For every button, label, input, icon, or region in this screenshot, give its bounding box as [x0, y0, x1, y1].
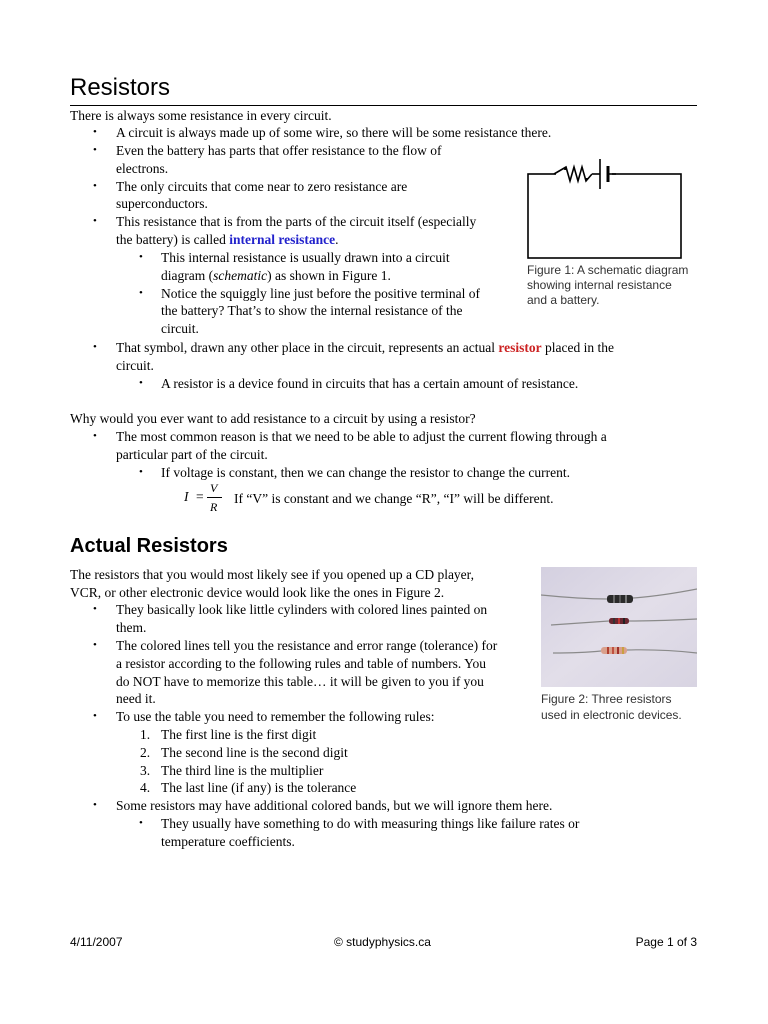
sub-bullet-text: If voltage is constant, then we can change the resistor to change the current.: [161, 465, 570, 480]
question-text: Why would you ever want to add resistance to a circuit by using a resistor?: [70, 411, 476, 426]
resistor-term: resistor: [498, 340, 542, 355]
rule-number: 4.: [140, 780, 151, 795]
bullet-text: [116, 339, 614, 357]
schematic-diagram: [526, 154, 686, 260]
rule-text: The second line is the second digit: [161, 745, 348, 760]
bullet-text: Some resistors may have additional colored bands, but we will ignore them here.: [116, 798, 553, 813]
text-run: .: [335, 232, 339, 247]
bullet: •: [93, 215, 97, 227]
paragraph-text: VCR, or other electronic device would look like the ones in Figure 2.: [70, 585, 445, 600]
section-heading: Actual Resistors: [70, 535, 228, 557]
bullet-text: The most common reason is that we need to be able to adjust the current flowing through a: [116, 429, 607, 444]
bullet-text: A circuit is always made up of some wire, so there will be some resistance there.: [116, 125, 552, 140]
paragraph-text: The resistors that you would most likely see if you opened up a CD player,: [70, 567, 475, 582]
bullet-text: a resistor according to the following rules and table of numbers. You: [116, 656, 487, 671]
formula-lhs: I: [184, 489, 189, 504]
bullet: •: [93, 639, 97, 651]
sub-bullet: •: [139, 287, 143, 299]
sub-bullet-text: Notice the squiggly line just before the positive terminal of: [161, 286, 481, 301]
formula-explanation: If “V” is constant and we change “R”, “I” will be different.: [234, 491, 554, 506]
rule-number: 1.: [140, 727, 151, 742]
bullet-text: do NOT have to memorize this table… it will be given to you if you: [116, 674, 484, 689]
figure1-caption-line: and a battery.: [527, 293, 600, 307]
sub-bullet: •: [139, 251, 143, 263]
rule-text: The first line is the first digit: [161, 727, 317, 742]
rule-number: 2.: [140, 745, 151, 760]
bullet-text: them.: [116, 620, 147, 635]
sub-bullet-text: temperature coefficients.: [161, 834, 295, 849]
bullet: •: [93, 430, 97, 442]
bullet-text: They basically look like little cylinders with colored lines painted on: [116, 602, 488, 617]
formula-denominator: R: [210, 500, 218, 514]
bullet-text: The colored lines tell you the resistance and error range (tolerance) for: [116, 638, 498, 653]
formula-numerator: V: [210, 481, 218, 495]
text-run: That symbol, drawn any other place in the circuit, represents an actual: [116, 340, 499, 355]
bullet-text: particular part of the circuit.: [116, 447, 268, 462]
footer-page-number: Page 1 of 3: [635, 935, 697, 949]
bullet: •: [93, 799, 97, 811]
bullet-text: The only circuits that come near to zero resistance are: [116, 179, 408, 194]
figure1-caption-line: Figure 1: A schematic diagram: [527, 263, 689, 277]
rule-text: The last line (if any) is the tolerance: [161, 780, 357, 795]
bullet-text: To use the table you need to remember the following rules:: [116, 709, 435, 724]
sub-bullet-text: They usually have something to do with measuring things like failure rates or: [161, 816, 580, 831]
bullet-text: circuit.: [116, 358, 154, 373]
bullet: •: [93, 180, 97, 192]
internal-resistance-term: internal resistance: [229, 232, 336, 247]
footer-copyright: © studyphysics.ca: [334, 935, 431, 949]
bullet: •: [93, 144, 97, 156]
sub-bullet-text: [161, 267, 391, 285]
fraction-bar: [207, 497, 222, 498]
schematic-term: schematic: [213, 268, 268, 283]
bullet-text: need it.: [116, 691, 156, 706]
bullet-text: [116, 231, 338, 249]
figure2-caption-line: Figure 2: Three resistors: [541, 692, 672, 706]
bullet-text: electrons.: [116, 161, 169, 176]
rule-text: The third line is the multiplier: [161, 763, 324, 778]
sub-bullet-text: circuit.: [161, 321, 199, 336]
bullet-text: This resistance that is from the parts of the circuit itself (especially: [116, 214, 477, 229]
bullet-text: superconductors.: [116, 196, 208, 211]
footer-date: 4/11/2007: [70, 935, 123, 949]
bullet: •: [93, 341, 97, 353]
text-run: ) as shown in Figure 1.: [267, 268, 391, 283]
sub-bullet: •: [139, 817, 143, 829]
figure1-caption-line: showing internal resistance: [527, 278, 672, 292]
sub-bullet-text: A resistor is a device found in circuits that has a certain amount of resistance.: [161, 376, 579, 391]
page-title: Resistors: [70, 74, 171, 101]
text-run: the battery) is called: [116, 232, 230, 247]
rule-number: 3.: [140, 763, 151, 778]
title-rule: [70, 105, 697, 106]
resistors-photo: [541, 567, 697, 687]
bullet-text: Even the battery has parts that offer resistance to the flow of: [116, 143, 442, 158]
sub-bullet-text: the battery? That’s to show the internal resistance of the: [161, 303, 463, 318]
figure2-caption-line: used in electronic devices.: [541, 708, 682, 722]
bullet: •: [93, 126, 97, 138]
sub-bullet: •: [139, 466, 143, 478]
circuit-wire: [528, 174, 681, 258]
bullet: •: [93, 603, 97, 615]
text-run: placed in the: [541, 340, 614, 355]
intro-text: There is always some resistance in every circuit.: [70, 108, 332, 123]
text-run: diagram (: [161, 268, 214, 283]
bullet: •: [93, 710, 97, 722]
sub-bullet-text: This internal resistance is usually drawn into a circuit: [161, 250, 450, 265]
sub-bullet: •: [139, 377, 143, 389]
formula-equals: =: [196, 489, 204, 504]
